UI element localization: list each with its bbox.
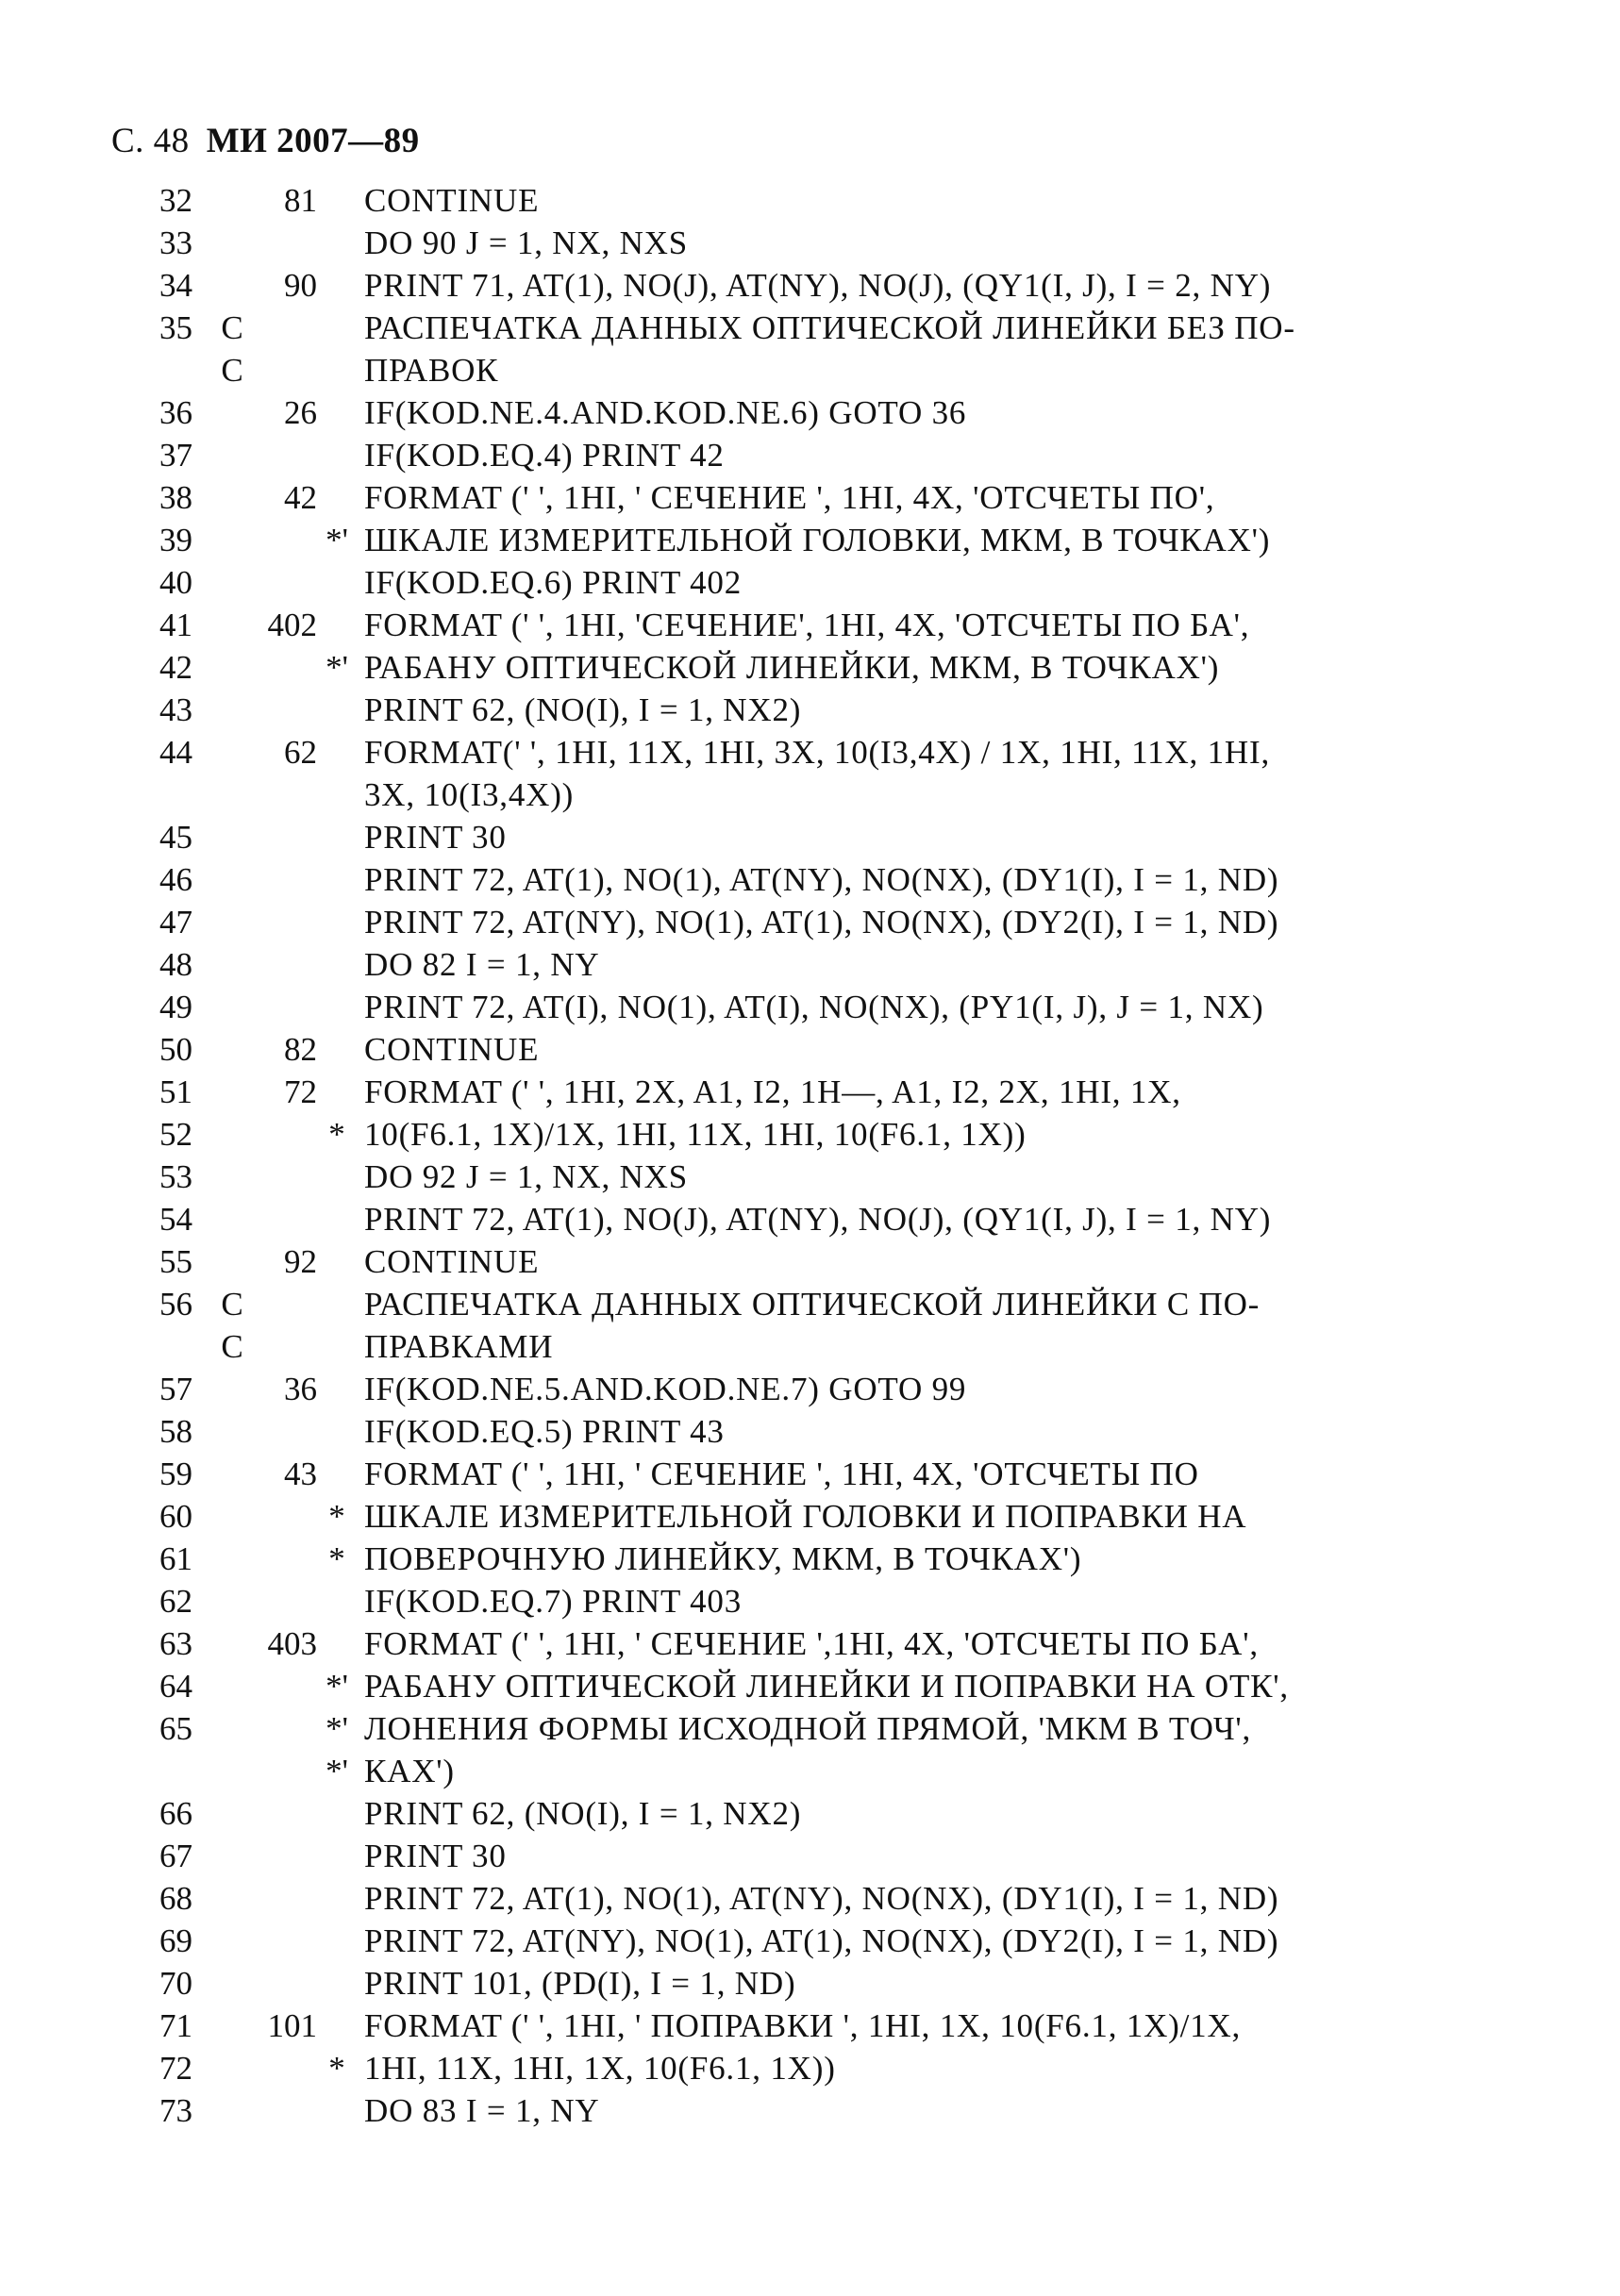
code-text: IF(KOD.NE.4.AND.KOD.NE.6) GOTO 36 <box>364 394 967 431</box>
line-number: 49 <box>159 989 192 1025</box>
code-text: ПРАВКАМИ <box>364 1328 554 1365</box>
line-number: 44 <box>159 734 192 771</box>
code-line <box>0 434 1620 476</box>
code-line <box>0 1962 1620 2005</box>
comment-marker: C <box>221 1328 243 1365</box>
code-line <box>0 1538 1620 1580</box>
code-line <box>0 816 1620 858</box>
code-text: FORMAT (' ', 1HI, ' СЕЧЕНИЕ ', 1HI, 4X, 'ОТСЧЕТЫ ПО', <box>364 479 1215 516</box>
code-line <box>0 179 1620 222</box>
line-number: 69 <box>159 1922 192 1959</box>
line-number: 40 <box>159 564 192 601</box>
code-line <box>0 476 1620 519</box>
continuation-mark: *' <box>326 522 348 558</box>
line-number: 47 <box>159 904 192 940</box>
line-number: 35 <box>159 309 192 346</box>
line-number: 53 <box>159 1158 192 1195</box>
line-number: 67 <box>159 1838 192 1874</box>
code-text: PRINT 72, AT(I), NO(1), AT(I), NO(NX), (PY1(I, J), J = 1, NX) <box>364 989 1264 1025</box>
code-line <box>0 1877 1620 1920</box>
line-number: 59 <box>159 1456 192 1492</box>
line-number: 51 <box>159 1073 192 1110</box>
line-number: 43 <box>159 691 192 728</box>
statement-label: 26 <box>284 394 317 431</box>
code-text: IF(KOD.EQ.5) PRINT 43 <box>364 1413 725 1450</box>
code-text: РАСПЕЧАТКА ДАННЫХ ОПТИЧЕСКОЙ ЛИНЕЙКИ БЕЗ ПО- <box>364 309 1295 346</box>
code-text: PRINT 72, AT(1), NO(1), AT(NY), NO(NX), (DY1(I), I = 1, ND) <box>364 1880 1279 1917</box>
code-text: ПОВЕРОЧНУЮ ЛИНЕЙКУ, МКМ, В ТОЧКАХ') <box>364 1540 1082 1577</box>
line-number: 64 <box>159 1668 192 1705</box>
continuation-mark: *' <box>326 1753 348 1789</box>
line-number: 68 <box>159 1880 192 1917</box>
code-line <box>0 1792 1620 1835</box>
line-number: 72 <box>159 2050 192 2087</box>
code-text: 3X, 10(I3,4X)) <box>364 776 575 813</box>
line-number: 65 <box>159 1710 192 1747</box>
code-text: PRINT 72, AT(1), NO(J), AT(NY), NO(J), (QY1(I, J), I = 1, NY) <box>364 1201 1272 1238</box>
line-number: 61 <box>159 1540 192 1577</box>
code-text: DO 92 J = 1, NX, NXS <box>364 1158 688 1195</box>
code-text: ШКАЛЕ ИЗМЕРИТЕЛЬНОЙ ГОЛОВКИ И ПОПРАВКИ НА <box>364 1498 1247 1535</box>
statement-label: 101 <box>267 2007 317 2044</box>
statement-label: 82 <box>284 1031 317 1068</box>
code-text: IF(KOD.EQ.6) PRINT 402 <box>364 564 743 601</box>
code-text: DO 82 I = 1, NY <box>364 946 600 983</box>
comment-marker: C <box>221 309 243 346</box>
code-line <box>0 774 1620 816</box>
line-number: 46 <box>159 861 192 898</box>
code-text: РАБАНУ ОПТИЧЕСКОЙ ЛИНЕЙКИ, МКМ, В ТОЧКАХ') <box>364 649 1220 686</box>
code-text: DO 83 I = 1, NY <box>364 2092 600 2129</box>
code-line <box>0 2047 1620 2089</box>
line-number: 73 <box>159 2092 192 2129</box>
code-line <box>0 1622 1620 1665</box>
code-text: IF(KOD.EQ.4) PRINT 42 <box>364 437 725 474</box>
line-number: 45 <box>159 819 192 856</box>
code-line <box>0 264 1620 307</box>
line-number: 71 <box>159 2007 192 2044</box>
code-line <box>0 349 1620 391</box>
code-line <box>0 2005 1620 2047</box>
code-text: CONTINUE <box>364 1243 540 1280</box>
code-text: FORMAT (' ', 1HI, ' СЕЧЕНИЕ ', 1HI, 4X, 'ОТСЧЕТЫ ПО <box>364 1456 1199 1492</box>
line-number: 62 <box>159 1583 192 1620</box>
continuation-mark: * <box>328 1540 345 1577</box>
code-line <box>0 858 1620 901</box>
statement-label: 402 <box>267 607 317 643</box>
line-number: 36 <box>159 394 192 431</box>
line-number: 57 <box>159 1371 192 1407</box>
comment-marker: C <box>221 352 243 389</box>
continuation-mark: *' <box>326 1668 348 1705</box>
code-text: FORMAT (' ', 1HI, 2X, A1, I2, 1H—, A1, I2, 2X, 1HI, 1X, <box>364 1073 1181 1110</box>
continuation-mark: * <box>328 1498 345 1535</box>
line-number: 55 <box>159 1243 192 1280</box>
code-line <box>0 1071 1620 1113</box>
code-listing <box>0 179 1620 2132</box>
code-text: FORMAT (' ', 1HI, ' СЕЧЕНИЕ ',1HI, 4X, 'ОТСЧЕТЫ ПО БА', <box>364 1625 1259 1662</box>
code-text: РАБАНУ ОПТИЧЕСКОЙ ЛИНЕЙКИ И ПОПРАВКИ НА ОТК', <box>364 1668 1289 1705</box>
code-text: FORMAT (' ', 1HI, 'СЕЧЕНИЕ', 1HI, 4X, 'ОТСЧЕТЫ ПО БА', <box>364 607 1250 643</box>
code-line <box>0 646 1620 689</box>
code-text: FORMAT(' ', 1HI, 11X, 1HI, 3X, 10(I3,4X) / 1X, 1HI, 11X, 1HI, <box>364 734 1270 771</box>
statement-label: 43 <box>284 1456 317 1492</box>
code-text: PRINT 72, AT(1), NO(1), AT(NY), NO(NX), (DY1(I), I = 1, ND) <box>364 861 1279 898</box>
code-line <box>0 1240 1620 1283</box>
code-text: ЛОНЕНИЯ ФОРМЫ ИСХОДНОЙ ПРЯМОЙ, 'МКМ В ТОЧ', <box>364 1710 1252 1747</box>
code-line <box>0 1198 1620 1240</box>
line-number: 66 <box>159 1795 192 1832</box>
page-header <box>111 121 420 161</box>
code-text: IF(KOD.EQ.7) PRINT 403 <box>364 1583 743 1620</box>
code-line <box>0 307 1620 349</box>
code-line <box>0 1028 1620 1071</box>
statement-label: 92 <box>284 1243 317 1280</box>
code-text: 10(F6.1, 1X)/1X, 1HI, 11X, 1HI, 10(F6.1, 1X)) <box>364 1116 1027 1153</box>
statement-label: 81 <box>284 182 317 219</box>
code-line <box>0 222 1620 264</box>
code-line <box>0 1113 1620 1156</box>
code-line <box>0 1156 1620 1198</box>
code-text: IF(KOD.NE.5.AND.KOD.NE.7) GOTO 99 <box>364 1371 967 1407</box>
statement-label: 72 <box>284 1073 317 1110</box>
code-text: FORMAT (' ', 1HI, ' ПОПРАВКИ ', 1HI, 1X, 10(F6.1, 1X)/1X, <box>364 2007 1242 2044</box>
line-number: 58 <box>159 1413 192 1450</box>
code-line <box>0 1495 1620 1538</box>
code-text: ПРАВОК <box>364 352 499 389</box>
code-line <box>0 561 1620 604</box>
code-text: PRINT 30 <box>364 1838 507 1874</box>
line-number: 56 <box>159 1286 192 1323</box>
page-number: С. 48 <box>111 122 190 160</box>
line-number: 54 <box>159 1201 192 1238</box>
document-code: МИ 2007—89 <box>206 122 420 160</box>
code-line <box>0 689 1620 731</box>
code-line <box>0 1580 1620 1622</box>
code-text: PRINT 101, (PD(I), I = 1, ND) <box>364 1965 796 2002</box>
code-line <box>0 1453 1620 1495</box>
code-text: CONTINUE <box>364 182 540 219</box>
line-number: 39 <box>159 522 192 558</box>
continuation-mark: *' <box>326 1710 348 1747</box>
code-line <box>0 1368 1620 1410</box>
code-text: РАСПЕЧАТКА ДАННЫХ ОПТИЧЕСКОЙ ЛИНЕЙКИ С ПО- <box>364 1286 1261 1323</box>
code-text: КАХ') <box>364 1753 455 1789</box>
statement-label: 90 <box>284 267 317 304</box>
comment-marker: C <box>221 1286 243 1323</box>
continuation-mark: *' <box>326 649 348 686</box>
code-line <box>0 604 1620 646</box>
code-line <box>0 731 1620 774</box>
line-number: 33 <box>159 225 192 261</box>
line-number: 48 <box>159 946 192 983</box>
code-line <box>0 986 1620 1028</box>
line-number: 60 <box>159 1498 192 1535</box>
code-text: PRINT 72, AT(NY), NO(1), AT(1), NO(NX), (DY2(I), I = 1, ND) <box>364 1922 1279 1959</box>
code-line <box>0 2089 1620 2132</box>
code-text: DO 90 J = 1, NX, NXS <box>364 225 688 261</box>
code-line <box>0 1835 1620 1877</box>
line-number: 34 <box>159 267 192 304</box>
code-line <box>0 1283 1620 1325</box>
statement-label: 62 <box>284 734 317 771</box>
statement-label: 403 <box>267 1625 317 1662</box>
code-text: PRINT 72, AT(NY), NO(1), AT(1), NO(NX), (DY2(I), I = 1, ND) <box>364 904 1279 940</box>
statement-label: 36 <box>284 1371 317 1407</box>
line-number: 50 <box>159 1031 192 1068</box>
line-number: 63 <box>159 1625 192 1662</box>
code-text: PRINT 62, (NO(I), I = 1, NX2) <box>364 1795 802 1832</box>
code-text: PRINT 30 <box>364 819 507 856</box>
code-line <box>0 391 1620 434</box>
line-number: 32 <box>159 182 192 219</box>
statement-label: 42 <box>284 479 317 516</box>
code-line <box>0 1410 1620 1453</box>
line-number: 70 <box>159 1965 192 2002</box>
code-text: CONTINUE <box>364 1031 540 1068</box>
line-number: 52 <box>159 1116 192 1153</box>
continuation-mark: * <box>328 1116 345 1153</box>
code-line <box>0 943 1620 986</box>
code-line <box>0 519 1620 561</box>
line-number: 37 <box>159 437 192 474</box>
code-line <box>0 1707 1620 1750</box>
code-line <box>0 1920 1620 1962</box>
code-text: PRINT 62, (NO(I), I = 1, NX2) <box>364 691 802 728</box>
code-line <box>0 1750 1620 1792</box>
line-number: 42 <box>159 649 192 686</box>
line-number: 38 <box>159 479 192 516</box>
continuation-mark: * <box>328 2050 345 2087</box>
line-number: 41 <box>159 607 192 643</box>
code-line <box>0 901 1620 943</box>
code-line <box>0 1665 1620 1707</box>
code-text: PRINT 71, AT(1), NO(J), AT(NY), NO(J), (QY1(I, J), I = 2, NY) <box>364 267 1272 304</box>
code-text: 1HI, 11X, 1HI, 1X, 10(F6.1, 1X)) <box>364 2050 836 2087</box>
code-text: ШКАЛЕ ИЗМЕРИТЕЛЬНОЙ ГОЛОВКИ, МКМ, В ТОЧКАХ') <box>364 522 1271 558</box>
code-line <box>0 1325 1620 1368</box>
